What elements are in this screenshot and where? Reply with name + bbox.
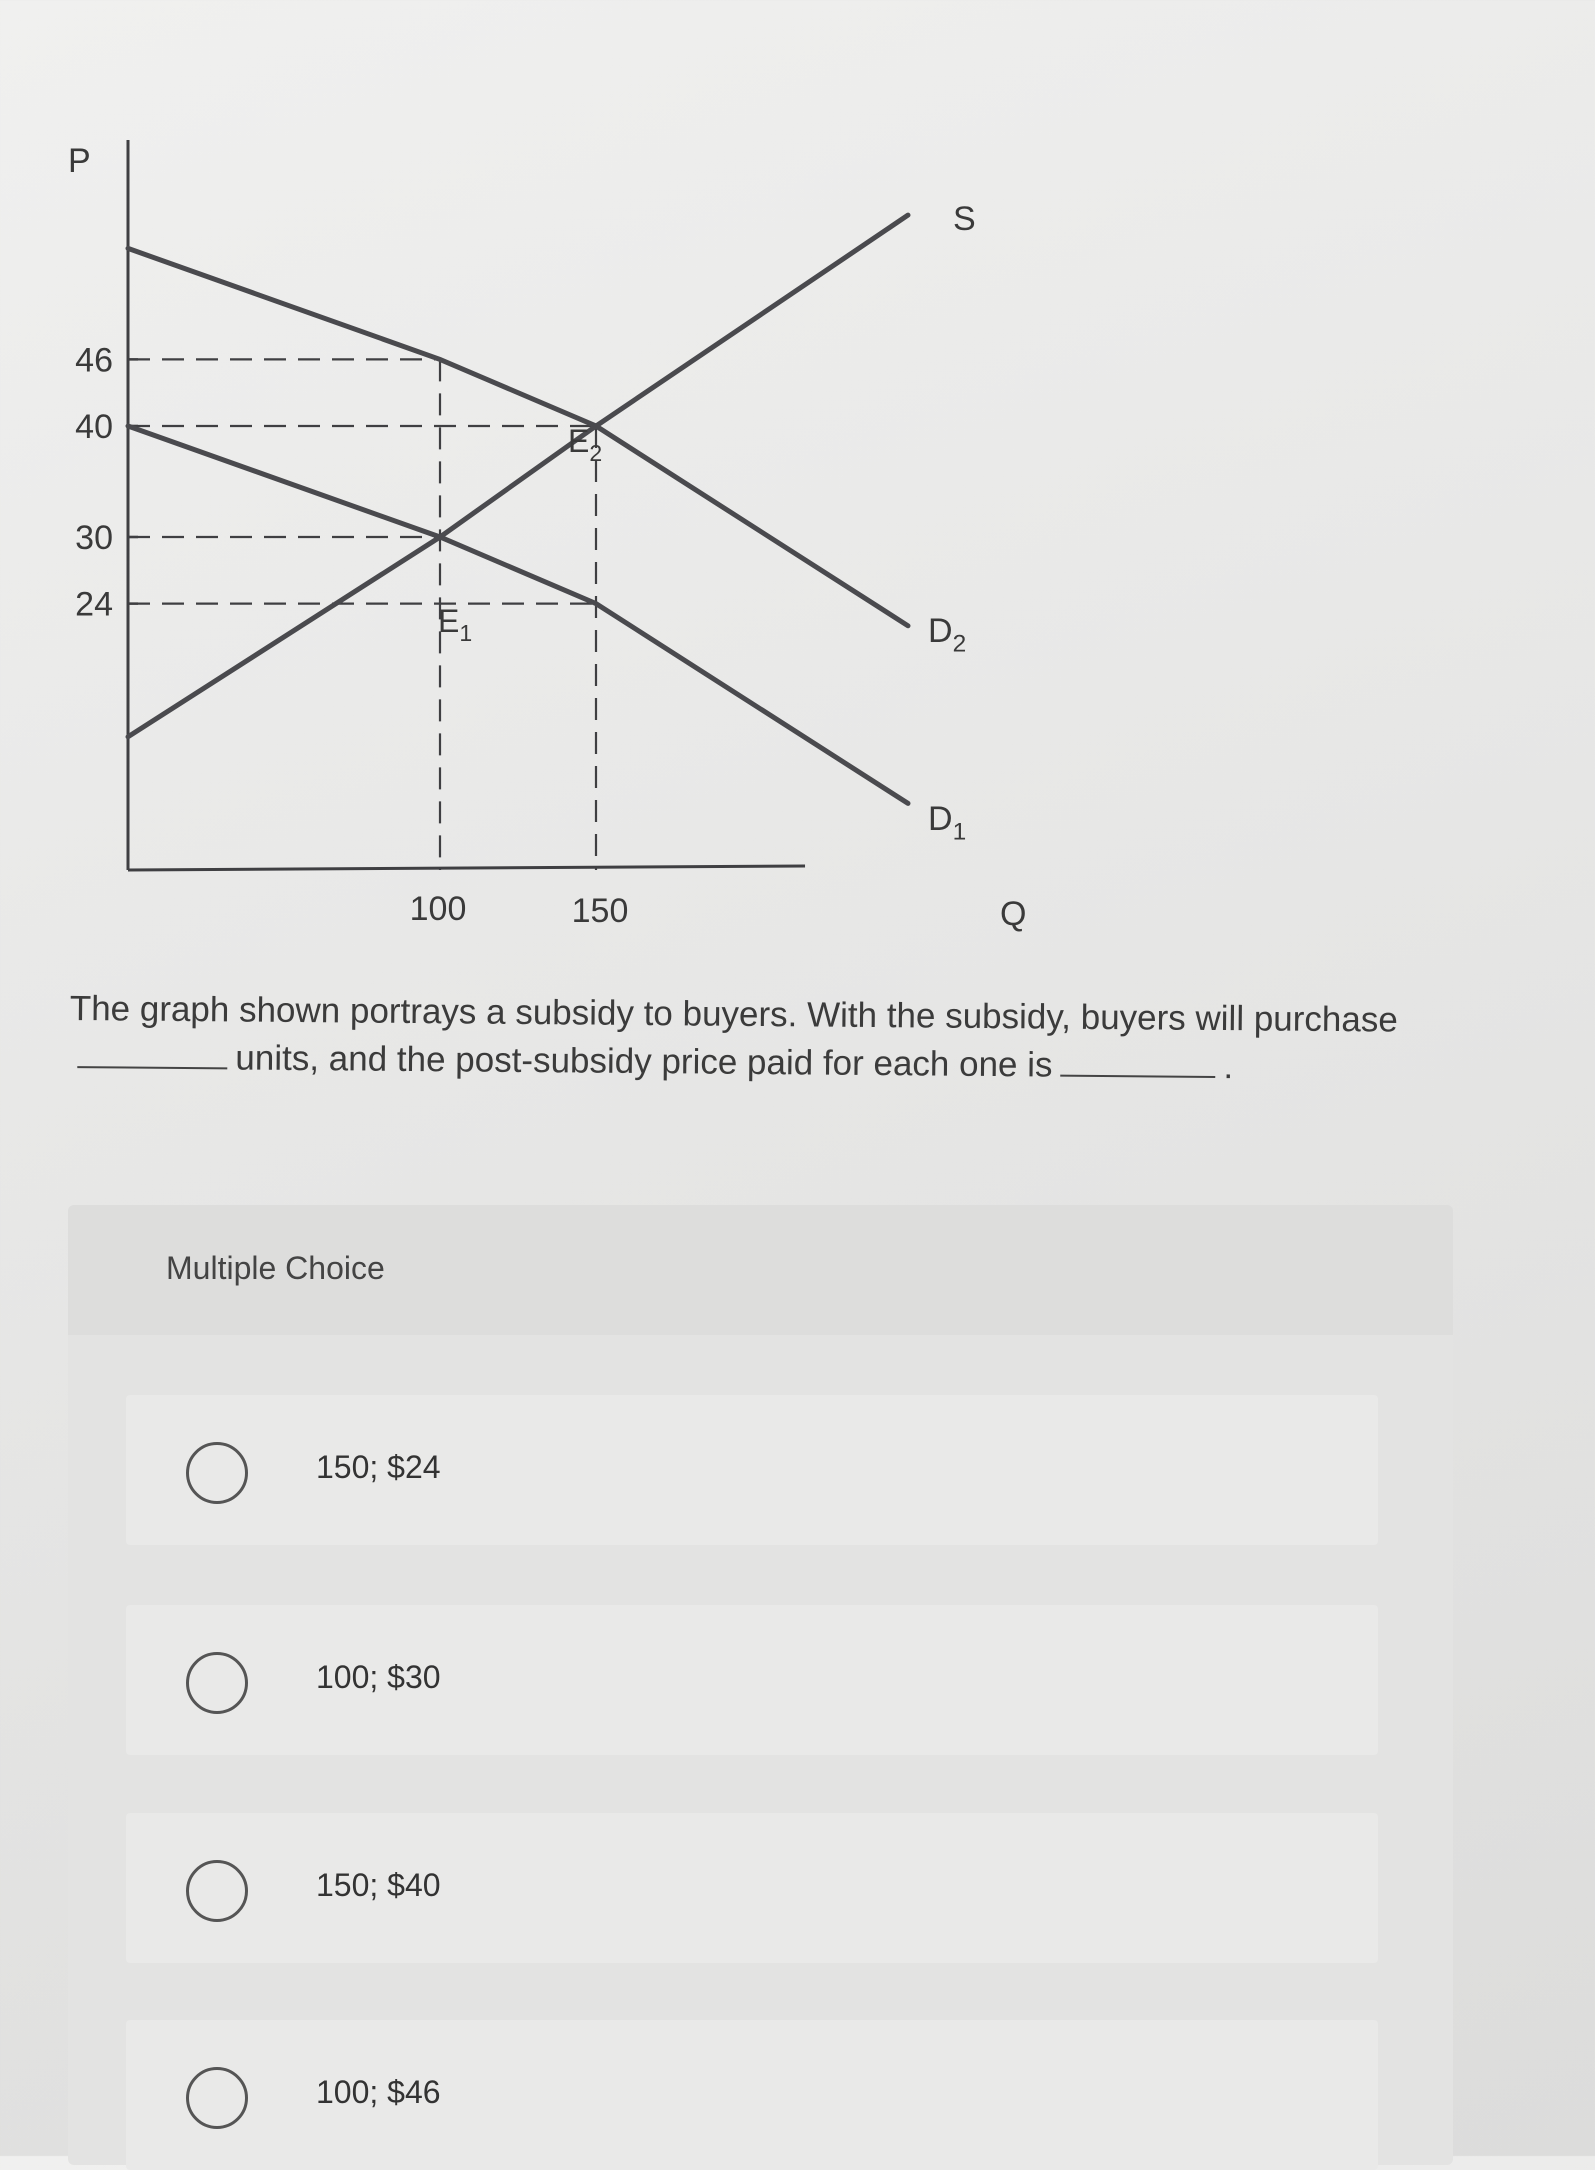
option-label: 100; $30: [316, 1659, 441, 1695]
e1-label: $E_1$: [438, 603, 473, 646]
multiple-choice-panel: [68, 1205, 1453, 2165]
q-axis-label: Q: [1000, 895, 1027, 933]
question-part-1: The graph shown portrays a subsidy to buyers. With the subsidy, buyers will purchase: [69, 988, 1398, 1040]
quantity-blank: [77, 1038, 227, 1069]
radio-button[interactable]: [186, 2067, 248, 2129]
curves: [128, 215, 908, 803]
q-axis-line: [128, 866, 805, 870]
question-part-2: units, and the post-subsidy price paid for each one is: [235, 1038, 1053, 1085]
option-label: 100; $46: [316, 2074, 441, 2110]
option-3[interactable]: [126, 1813, 1378, 1963]
question-text: [69, 985, 1450, 1093]
option-4[interactable]: [126, 2020, 1378, 2170]
x-tick-label-150: 150: [571, 892, 629, 930]
y-tick-label-46: 46: [75, 341, 113, 380]
y-tick-label-40: 40: [75, 408, 113, 446]
supply-demand-graph: [0, 0, 1595, 960]
d1-label: $D_1$: [928, 800, 967, 846]
curve-s: [128, 215, 908, 737]
s-label: S: [953, 200, 976, 238]
y-tick-label-24: 24: [75, 585, 113, 624]
e2-label: $E_2$: [568, 423, 603, 466]
p-axis-label: P: [68, 142, 91, 180]
option-label: 150; $24: [316, 1449, 441, 1485]
price-blank: [1060, 1047, 1215, 1078]
y-tick-label-30: 30: [75, 519, 113, 557]
radio-button[interactable]: [186, 1860, 248, 1922]
radio-button[interactable]: [186, 1652, 248, 1714]
guide-lines: [128, 359, 596, 870]
option-2[interactable]: [126, 1605, 1378, 1755]
radio-button[interactable]: [186, 1442, 248, 1504]
option-1[interactable]: [126, 1395, 1378, 1545]
question-part-3: .: [1223, 1047, 1234, 1087]
d2-label: $D_2$: [928, 612, 967, 658]
x-tick-label-100: 100: [409, 890, 467, 928]
axes: [128, 140, 805, 870]
multiple-choice-header: Multiple Choice: [166, 1250, 385, 1286]
option-label: 150; $40: [316, 1867, 441, 1903]
